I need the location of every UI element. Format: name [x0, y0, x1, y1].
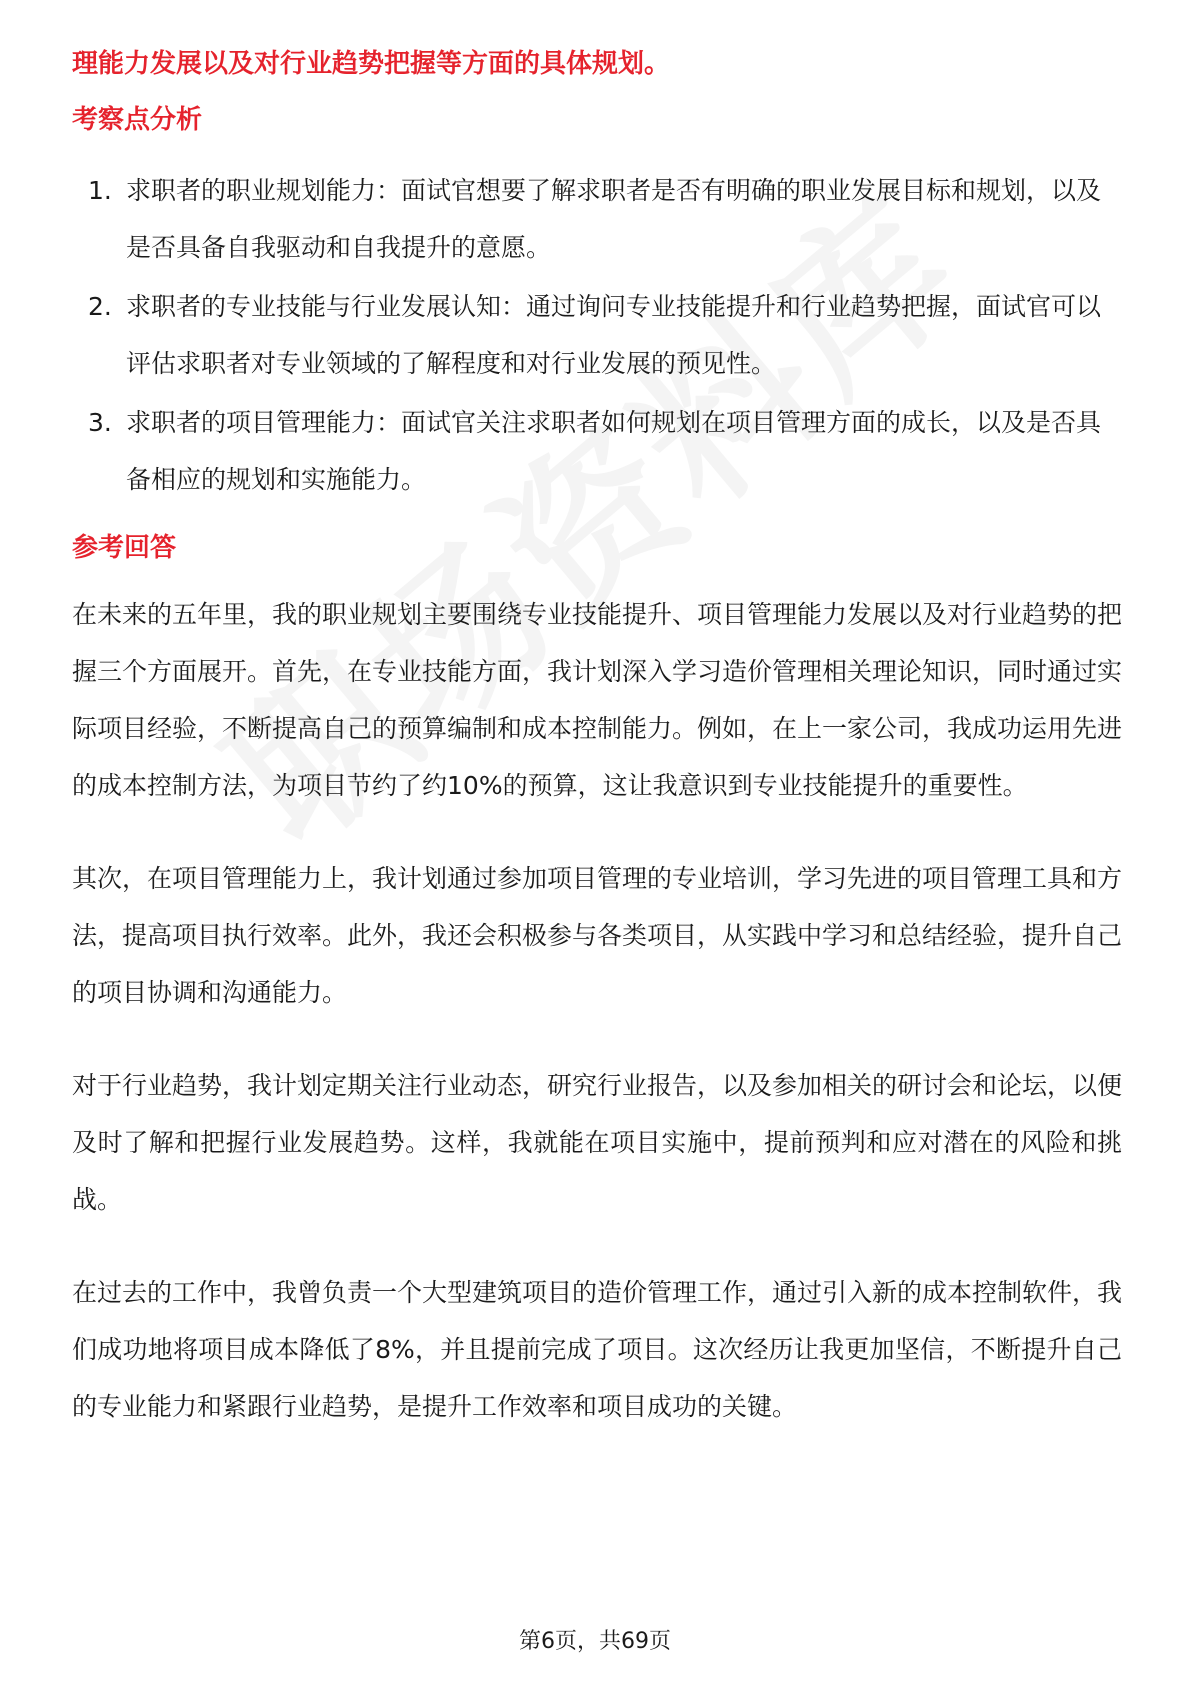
- answer-paragraph: 其次，在项目管理能力上，我计划通过参加项目管理的专业培训，学习先进的项目管理工具和方法，提高项目执行效率。此外，我还会积极参与各类项目，从实践中学习和总结经验，提升自己的项目协调和沟通能力。: [72, 864, 1123, 1007]
- analysis-points-list: [72, 162, 1122, 508]
- analysis-point: [72, 162, 1122, 276]
- lead-line: 理能力发展以及对行业趋势把握等方面的具体规划。: [72, 49, 671, 79]
- answer-paragraph: 在未来的五年里，我的职业规划主要围绕专业技能提升、项目管理能力发展以及对行业趋势的把握三个方面展开。首先，在专业技能方面，我计划深入学习造价管理相关理论知识，同时通过实际项目经验，不断提高自己的预算编制和成本控制能力。例如，在上一家公司，我成功运用先进的成本控制方法，为项目节约了约10%的预算，这让我意识到专业技能提升的重要性。: [72, 600, 1123, 800]
- point-number: 1.: [88, 176, 112, 205]
- point-text: 求职者的职业规划能力：面试官想要了解求职者是否有明确的职业发展目标和规划，以及是否具备自我驱动和自我提升的意愿。: [126, 176, 1102, 262]
- point-number: 3.: [88, 408, 112, 437]
- page-footer: 第6页，共69页: [519, 1629, 671, 1654]
- answer-paragraph: 对于行业趋势，我计划定期关注行业动态，研究行业报告，以及参加相关的研讨会和论坛，以便及时了解和把握行业发展趋势。这样，我就能在项目实施中，提前预判和应对潜在的风险和挑战。: [72, 1071, 1123, 1214]
- analysis-point: [72, 394, 1122, 508]
- answer-paragraph: 在过去的工作中，我曾负责一个大型建筑项目的造价管理工作，通过引入新的成本控制软件，我们成功地将项目成本降低了8%，并且提前完成了项目。这次经历让我更加坚信，不断提升自己的专业能力和紧跟行业趋势，是提升工作效率和项目成功的关键。: [72, 1278, 1123, 1421]
- point-text: 求职者的项目管理能力：面试官关注求职者如何规划在项目管理方面的成长，以及是否具备相应的规划和实施能力。: [126, 408, 1102, 494]
- analysis-heading: 考察点分析: [72, 105, 203, 135]
- point-number: 2.: [88, 292, 112, 321]
- answer-heading: 参考回答: [72, 533, 177, 563]
- analysis-point: [72, 278, 1122, 392]
- point-text: 求职者的专业技能与行业发展认知：通过询问专业技能提升和行业趋势把握，面试官可以评估求职者对专业领域的了解程度和对行业发展的预见性。: [126, 292, 1102, 378]
- page-content: [72, 44, 1122, 1471]
